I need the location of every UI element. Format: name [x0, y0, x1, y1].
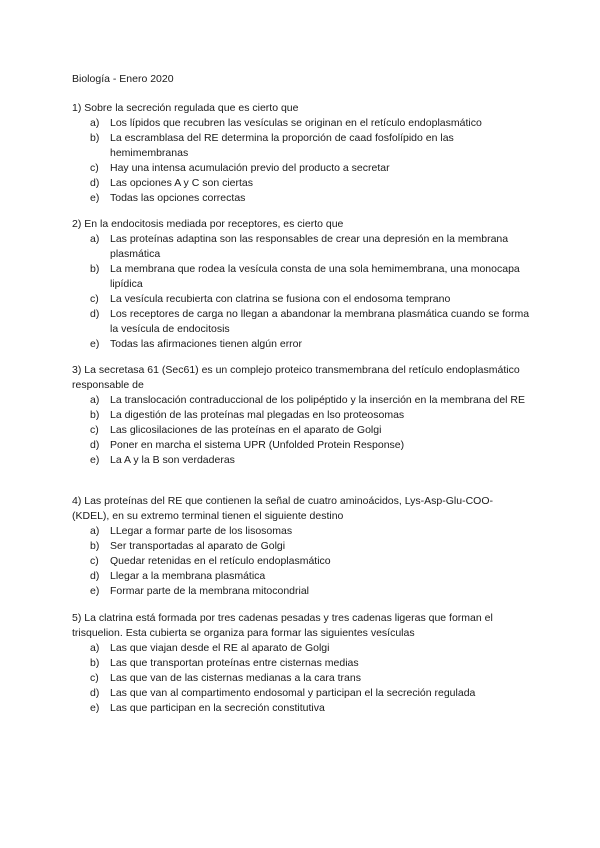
option-text: LLegar a formar parte de los lisosomas — [110, 525, 293, 537]
option-letter: c) — [90, 672, 99, 684]
option-letter: e) — [90, 192, 100, 204]
option-text: Las que viajan desde el RE al aparato de Golgi — [110, 642, 330, 654]
option-text: Los lípidos que recubren las vesículas se originan en el retículo endoplasmático — [110, 117, 482, 129]
option-b — [72, 539, 532, 554]
option-text: La translocación contraduccional de los polipéptido y la inserción en la membrana del RE — [110, 394, 525, 406]
options-list — [72, 641, 532, 716]
option-a — [72, 524, 532, 539]
option-letter: d) — [90, 308, 100, 320]
options-list — [72, 232, 532, 352]
question-stem: 4) Las proteínas del RE que contienen la señal de cuatro aminoácidos, Lys-Asp-Glu-COO- (KDEL), en su extremo terminal tienen el siguiente destino — [72, 495, 493, 522]
option-c — [72, 554, 532, 569]
options-list — [72, 524, 532, 599]
option-letter: d) — [90, 687, 100, 699]
option-b — [72, 131, 532, 161]
option-letter: b) — [90, 263, 100, 275]
question-stem: 2) En la endocitosis mediada por receptores, es cierto que — [72, 218, 344, 230]
option-text: La digestión de las proteínas mal plegadas en lso proteosomas — [110, 409, 405, 421]
option-c — [72, 292, 532, 307]
option-c — [72, 671, 532, 686]
option-d — [72, 438, 532, 453]
option-letter: a) — [90, 642, 100, 654]
question-5 — [72, 611, 532, 716]
option-text: Ser transportadas al aparato de Golgi — [110, 540, 286, 552]
option-text: Las glicosilaciones de las proteínas en el aparato de Golgi — [110, 424, 382, 436]
option-text: Todas las opciones correctas — [110, 192, 246, 204]
option-letter: a) — [90, 117, 100, 129]
option-letter: e) — [90, 702, 100, 714]
option-text: La vesícula recubierta con clatrina se fusiona con el endosoma temprano — [110, 293, 451, 305]
option-d — [72, 176, 532, 191]
question-stem: 1) Sobre la secreción regulada que es cierto que — [72, 102, 299, 114]
option-letter: a) — [90, 525, 100, 537]
question-4 — [72, 494, 532, 599]
option-text: Las que van de las cisternas medianas a la cara trans — [110, 672, 361, 684]
option-letter: c) — [90, 162, 99, 174]
option-text: Formar parte de la membrana mitocondrial — [110, 585, 309, 597]
option-letter: d) — [90, 570, 100, 582]
option-b — [72, 262, 532, 292]
option-letter: e) — [90, 454, 100, 466]
option-letter: c) — [90, 424, 99, 436]
document-title: Biología - Enero 2020 — [72, 73, 174, 85]
option-letter: d) — [90, 177, 100, 189]
option-e — [72, 191, 532, 206]
question-stem: 3) La secretasa 61 (Sec61) es un complejo proteico transmembrana del retículo endoplasmático responsable de — [72, 364, 520, 391]
option-text: Las proteínas adaptina son las responsables de crear una depresión en la membrana plasmática — [110, 233, 509, 260]
option-d — [72, 569, 532, 584]
option-e — [72, 453, 532, 468]
option-text: Las que transportan proteínas entre cisternas medias — [110, 657, 359, 669]
option-a — [72, 232, 532, 262]
question-3 — [72, 363, 532, 468]
option-b — [72, 656, 532, 671]
question-1 — [72, 101, 532, 206]
option-letter: b) — [90, 409, 100, 421]
option-b — [72, 408, 532, 423]
option-letter: c) — [90, 293, 99, 305]
options-list — [72, 393, 532, 468]
option-text: Los receptores de carga no llegan a abandonar la membrana plasmática cuando se forma la vesícula de endocitosis — [110, 308, 530, 335]
options-list — [72, 116, 532, 206]
option-text: La escramblasa del RE determina la proporción de caad fosfolípido en las hemimembranas — [110, 132, 454, 159]
option-c — [72, 161, 532, 176]
option-e — [72, 584, 532, 599]
option-text: Las que participan en la secreción constitutiva — [110, 702, 325, 714]
option-a — [72, 641, 532, 656]
option-e — [72, 701, 532, 716]
option-text: Todas las afirmaciones tienen algún error — [110, 338, 303, 350]
option-c — [72, 423, 532, 438]
option-text: Las opciones A y C son ciertas — [110, 177, 253, 189]
option-letter: d) — [90, 439, 100, 451]
option-letter: b) — [90, 540, 100, 552]
option-letter: e) — [90, 338, 100, 350]
option-text: Quedar retenidas en el retículo endoplasmático — [110, 555, 331, 567]
option-text: Poner en marcha el sistema UPR (Unfolded Protein Response) — [110, 439, 405, 451]
option-letter: a) — [90, 394, 100, 406]
option-text: La membrana que rodea la vesícula consta de una sola hemimembrana, una monocapa lipídica — [110, 263, 520, 290]
question-stem: 5) La clatrina está formada por tres cadenas pesadas y tres cadenas ligeras que forman el trisquelion. Esta cubierta se organiza para formar las siguientes vesículas — [72, 612, 493, 639]
option-e — [72, 337, 532, 352]
option-d — [72, 686, 532, 701]
option-a — [72, 393, 532, 408]
option-text: Las que van al compartimento endosomal y participan el la secreción regulada — [110, 687, 476, 699]
option-a — [72, 116, 532, 131]
option-letter: b) — [90, 132, 100, 144]
option-letter: a) — [90, 233, 100, 245]
option-d — [72, 307, 532, 337]
option-letter: c) — [90, 555, 99, 567]
option-letter: e) — [90, 585, 100, 597]
option-text: Hay una intensa acumulación previo del producto a secretar — [110, 162, 390, 174]
option-text: La A y la B son verdaderas — [110, 454, 235, 466]
option-text: Llegar a la membrana plasmática — [110, 570, 266, 582]
option-letter: b) — [90, 657, 100, 669]
question-2 — [72, 217, 532, 352]
